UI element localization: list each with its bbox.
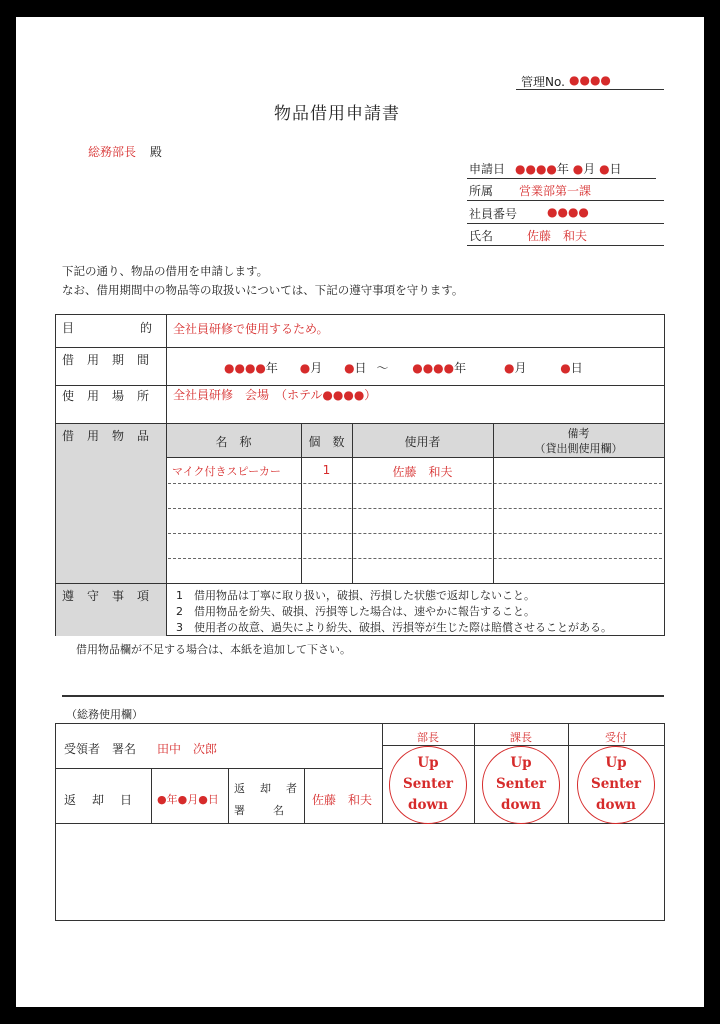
addressee-name: 総務部長 [88, 145, 137, 159]
application-table [55, 314, 665, 636]
management-underline [516, 89, 664, 90]
employee-number-label: 社員番号 [469, 207, 518, 221]
intro-line-2: なお、借用期間中の物品等の取扱いについては、下記の遵守事項を守ります。 [62, 283, 464, 297]
stamp-manager: Up Senter down [389, 746, 467, 824]
recipient-label: 受領者 署名 [64, 742, 137, 756]
employee-number-value: ●●●● [547, 205, 589, 219]
items-header-remarks-sub: （貸出側使用欄） [534, 442, 623, 455]
stamp-header-reception: 受付 [605, 731, 627, 744]
rule-2: 2 借用物品を紛失、破損、汚損等した場合は、速やかに報告すること。 [176, 605, 535, 618]
item-user: 佐藤 和夫 [392, 465, 453, 479]
intro-line-1: 下記の通り、物品の借用を申請します。 [62, 264, 269, 278]
addressee-honorific: 殿 [149, 145, 162, 159]
document-page [16, 17, 704, 1007]
returner-label-2: 署 名 [234, 804, 286, 817]
stamp-section-chief: Up Senter down [482, 746, 560, 824]
department-value: 営業部第一課 [519, 184, 592, 198]
items-header-user: 使用者 [404, 435, 441, 449]
section-divider [62, 695, 664, 697]
purpose-label: 目的 [62, 321, 219, 335]
admin-section-label: （総務使用欄） [66, 708, 143, 721]
place-label: 使用場所 [62, 389, 163, 403]
stamp-header-manager: 部長 [417, 731, 439, 744]
place-value: 全社員研修 会場 （ホテル●●●●） [173, 388, 377, 402]
applicant-name-label: 氏名 [469, 229, 494, 243]
items-label: 借用物品 [62, 429, 163, 443]
items-header-name: 名 称 [215, 435, 252, 449]
purpose-value: 全社員研修で使用するため。 [173, 322, 329, 336]
employee-number-row [467, 204, 664, 224]
applicant-name-value: 佐藤 和夫 [527, 229, 588, 243]
period-value: ●●●●年 ●月 ●日 ～ ●●●●年 ●月 ●日 [224, 361, 583, 375]
items-header-remarks: 備考 [567, 427, 590, 440]
item-name: マイク付きスピーカー [172, 465, 281, 478]
rule-1: 1 借用物品は丁寧に取り扱い，破損、汚損した状態で返却しないこと。 [176, 589, 535, 602]
returner-value: 佐藤 和夫 [312, 793, 373, 807]
application-date-label: 申請日 [469, 162, 506, 176]
application-date-row [467, 159, 664, 179]
rules-label: 遵守事項 [62, 589, 163, 603]
returner-label-1: 返 却 者 [234, 782, 299, 795]
applicant-name-row [467, 226, 664, 246]
management-number-value: ●●●● [569, 73, 611, 87]
management-number-label: 管理No. [521, 75, 565, 89]
stamp-header-section-chief: 課長 [510, 731, 532, 744]
items-header-qty: 個 数 [308, 435, 345, 449]
rule-3: 3 使用者の故意、過失により紛失、破損、汚損等が生じた際は賠償させることがある。 [176, 621, 612, 634]
stamp-reception: Up Senter down [577, 746, 655, 824]
item-qty: 1 [322, 463, 331, 477]
recipient-value: 田中 次郎 [157, 742, 218, 756]
return-date-value: ●年●月●日 [157, 793, 219, 806]
return-date-label: 返 却 日 [64, 793, 135, 807]
period-label: 借用期間 [62, 353, 163, 367]
admin-table [55, 723, 665, 921]
department-label: 所属 [469, 184, 494, 198]
document-title: 物品借用申請書 [274, 104, 400, 124]
addressee [88, 143, 162, 160]
department-row [467, 181, 664, 201]
application-date-value: ●●●●年 ●月 ●日 [515, 162, 622, 176]
note-text: 借用物品欄が不足する場合は、本紙を追加して下さい。 [76, 643, 351, 656]
